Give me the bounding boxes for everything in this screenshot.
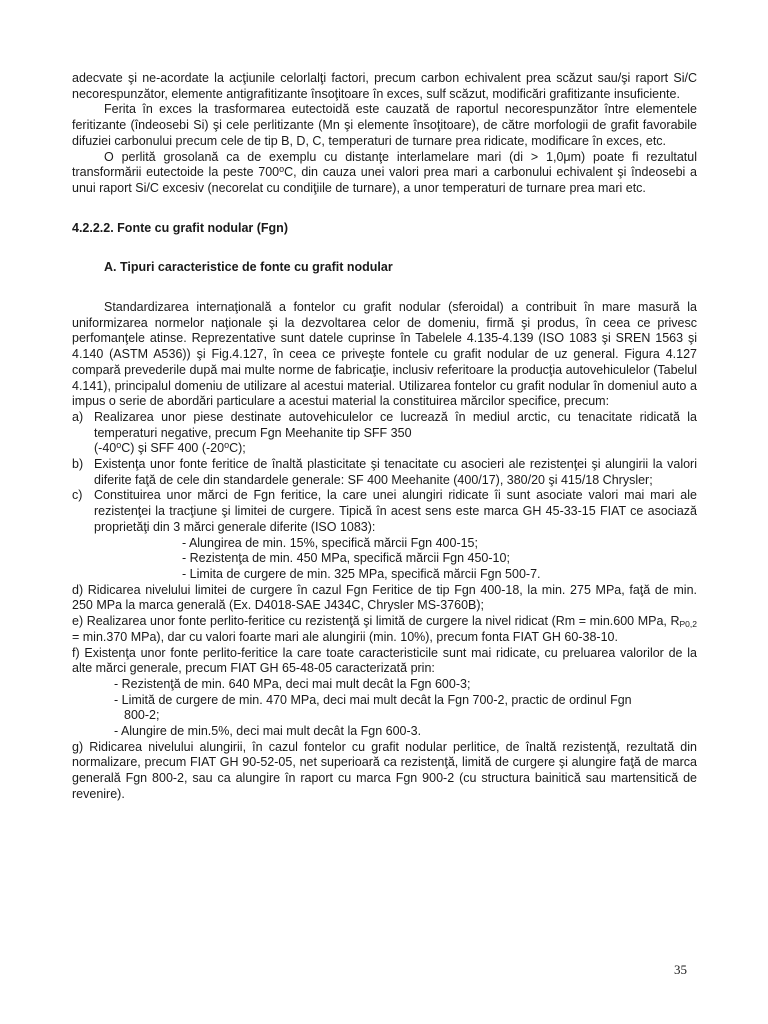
paragraph-item-f: f) Existenţa unor fonte perlito-feritice la care toate caracteristicile sunt mai ridicate, cu preluarea valorilor de la alte mărci generale, precum FIAT GH 65-48-05 caracterizată prin: — [72, 645, 697, 676]
page-body — [72, 71, 697, 803]
list-item-c: c) Constituirea unor mărci de Fgn feritice, la care unei alungiri ridicate îi sunt asociate valori mai mari ale rezistenţei la tracţiune şi limitei de curgere. Tipică în acest sens este marca GH 45-33-15 FIAT ce asociază proprietăţi din 3 mărci generale diferite (ISO 1083): - Alungirea de min. 15%, specifică mărcii Fgn 400-15; - Rezistenţa de min. 450 MPa, specifică mărcii Fgn 450-10; - Limita de curgere de min. 325 MPa, specifică mărcii Fgn 500-7. — [72, 488, 697, 581]
dash-item: - Alungire de min.5%, deci mai mult decât la Fgn 600-3. — [114, 724, 422, 739]
page-number: 35 — [674, 962, 687, 977]
dash-item: - Limită de curgere de min. 470 MPa, deci mai mult decât la Fgn 700-2, practic de ordinul Fgn — [114, 692, 632, 707]
property-list — [72, 410, 697, 583]
list-item-a: a) Realizarea unor piese destinate autovehiculelor ce lucrează în mediul arctic, cu tenacitate ridicată la temperaturi negative, precum Fgn Meehanite tip SFF 350 (-40$^o$C) şi SFF 400 (-20$^o$C); — [72, 409, 697, 456]
list-item-b: b) Existenţa unor fonte feritice de înaltă plasticitate şi tenacitate cu asocieri ale rezistenţei şi alungirii la valori diferite faţă de cele din standardele generale: SF 400 Meehanite (400/17), 380/20 şi 415/18 Chrysler; — [72, 457, 697, 487]
paragraph-item-e: e) Realizarea unor fonte perlito-feritice cu rezistenţă şi limită de curgere la nivel ridicat (Rm = min.600 MPa, $R_{P0,2} = \min.370$ MPa), dar cu valori foarte mari ale alungirii (min. 10%), precum fonta FIAT GH 60-38-10. — [72, 614, 697, 644]
list-subitem: - Rezistenţa de min. 450 MPa, specifică mărcii Fgn 450-10; — [182, 551, 510, 566]
list-label: c) — [72, 488, 83, 503]
list-subitem: - Alungirea de min. 15%, specifică mărcii Fgn 400-15; — [182, 535, 478, 550]
paragraph-intro-2: Ferita în exces la trasformarea eutectoidă este cauzată de raportul necorespunzător între elementele feritizante (îndeosebi Si) şi cele perlitizante (Mn şi elemente însoţitoare), de către morfologii de grafit favorabile difuziei carbonului precum cele de tip B, D, C, temperaturi de turnare prea ridicate, modificare în exces, etc. — [72, 102, 697, 148]
list-label: a) — [72, 409, 84, 424]
paragraph-intro-3: O perlită grosolană ca de exemplu cu distanţe interlamelare mari (di > 1,0μm) poate fi rezultatul transformării eutectoide la peste 700$^o$C, din cauza unei valori prea mari a carbonului echivalent şi îndeosebi a unui raport Si/C excesiv (necorelat cu condiţiile de turnare), a unor temperaturi de turnare prea mari etc. — [72, 149, 698, 195]
list-subitem: - Limita de curgere de min. 325 MPa, specifică mărcii Fgn 500-7. — [182, 566, 541, 581]
dash-item-continuation: 800-2; — [124, 708, 160, 723]
section-heading: 4.2.2.2. Fonte cu grafit nodular (Fgn) — [72, 220, 288, 235]
list-label: b) — [72, 457, 84, 472]
subsection-heading: A. Tipuri caracteristice de fonte cu grafit nodular — [104, 260, 393, 275]
dash-item: - Rezistenţă de min. 640 MPa, deci mai mult decât la Fgn 600-3; — [114, 676, 471, 691]
paragraph-item-g: g) Ridicarea nivelului alungirii, în cazul fontelor cu grafit nodular perlitice, de înaltă rezistenţă, rezultată din normalizare, precum FIAT GH 90-52-05, net superioară ca rezistenţă, limită de curgere şi alungire faţă de marca generală Fgn 800-2, sau ca alungire în raport cu marca Fgn 900-2 (cu structura bainitică sau martensitică de revenire). — [72, 739, 697, 801]
paragraph-item-d: d) Ridicarea nivelului limitei de curgere în cazul Fgn Feritice de tip Fgn 400-18, la min. 275 MPa, faţă de min. 250 MPa la marca generală (Ex. D4018-SAE J434C, Chrysler MS-3760B); — [72, 582, 697, 613]
paragraph-main: Standardizarea internaţională a fontelor cu grafit nodular (sferoidal) a contribuit în mare masură la uniformizarea normelor naţionale şi la dezvoltarea celor de domeniu, firmă şi produs, în ceea ce privesc perfomanţele atinse. Reprezentative sunt datele cuprinse în Tabelele 4.135-4.139 (ISO 1083 şi SREN 1563 şi 4.140 (ASTM A536)) şi Fig.4.127, în ceea ce priveşte fontele cu grafit nodular de uz general. Figura 4.127 compară prevederile după mai multe norme de fabricaţie, inclusiv referitoare la producţia autovehiculelor (Tabelul 4.141), principalul domeniu de utilizare al acestui material. Utilizarea fontelor cu grafit nodular în domeniul auto a impus o serie de abordări particulare a acestui material la constituirea mărcilor specifice, precum: — [72, 300, 697, 409]
paragraph-intro-1: adecvate şi ne-acordate la acţiunile celorlalţi factori, precum carbon echivalent prea scăzut sau/şi raport Si/C necorespunzător, elemente antigrafitizante însoţitoare în exces, sulf scăzut, modificări grafitizante insuficiente. — [72, 71, 697, 101]
